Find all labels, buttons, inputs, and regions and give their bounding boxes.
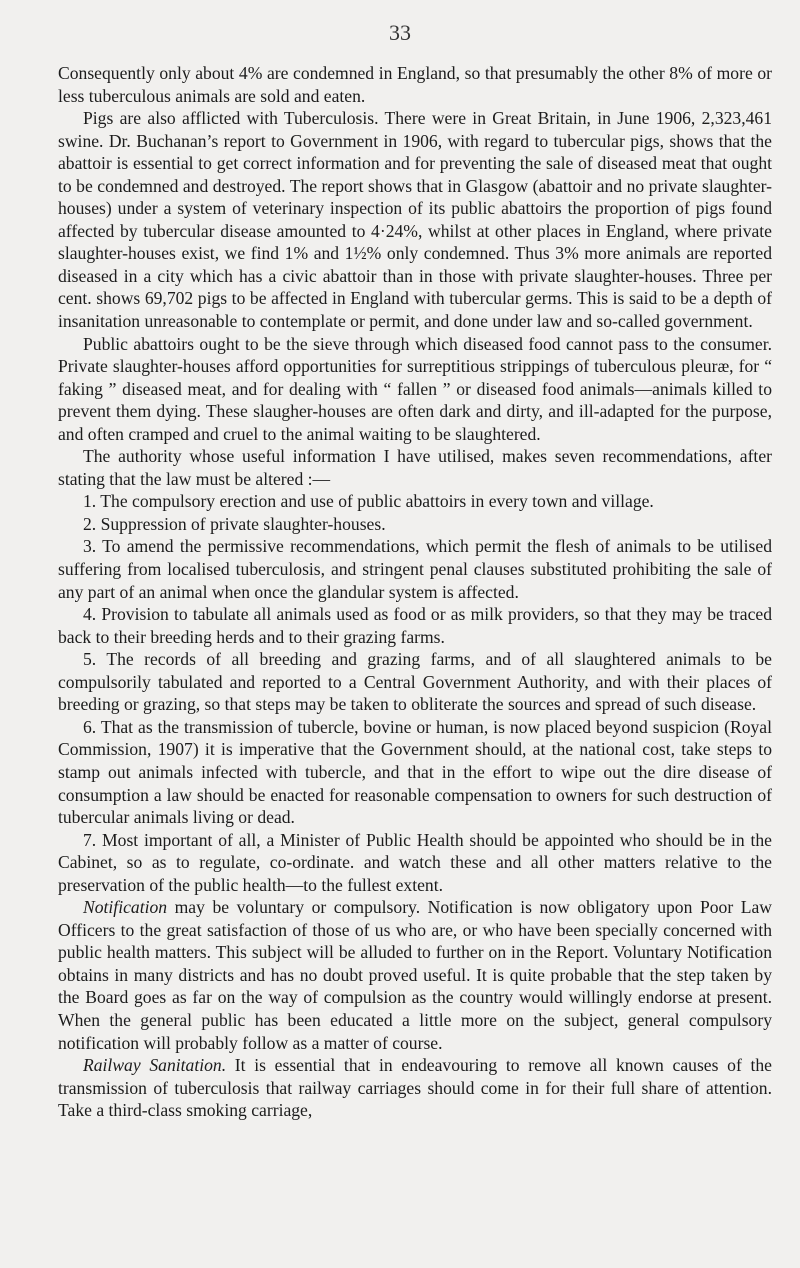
recommendation-6: 6. That as the transmission of tubercle, bovine or human, is now placed beyond suspicion (Royal Commission, 1907) it is imperative that the Government should, at the national cost, take steps to stamp out animals infected with tubercle, and that in the effort to wipe out the dire disease of consumption a law should be enacted for reasonable compensation to owners for such destruction of tubercular animals living or dead. (58, 716, 772, 828)
paragraph-condemned-meat: Consequently only about 4% are condemned in England, so that presumably the other 8% of more or less tuberculous animals are sold and eaten. (58, 63, 772, 106)
recommendation-4: 4. Provision to tabulate all animals used as food or as milk providers, so that they may be traced back to their breeding herds and to their grazing farms. (58, 604, 772, 647)
recommendation-7: 7. Most important of all, a Minister of Public Health should be appointed who should be in the Cabinet, so as to regulate, co-ordinate. and watch these and all other matters relative to the preservation of the public health—to the fullest extent. (58, 829, 772, 895)
railway-text: It is essential that in endeavouring to remove all known causes of the transmission of tuberculosis that railway carriages should come in for their full share of attention. Take a third-class smoking carriage, (58, 1055, 772, 1121)
body-text (58, 62, 772, 1122)
page-number: 33 (389, 20, 411, 45)
railway-heading: Railway Sanitation. (83, 1055, 227, 1076)
paragraph-public-abattoirs: Public abattoirs ought to be the sieve through which diseased food cannot pass to the consumer. Private slaughter-houses afford opportunities for surreptitious strippings of tuberculous pleuræ, for “ faking ” diseased meat, and for dealing with “ fallen ” or diseased food animals—animals killed to prevent them dying. These slaugher-houses are often dark and dirty, and ill-adapted for the purpose, and often cramped and cruel to the animal waiting to be slaughtered. (58, 333, 772, 444)
paragraph-notification (58, 896, 772, 1054)
recommendation-2: 2. Suppression of private slaughter-houses. (83, 513, 386, 534)
recommendation-1: 1. The compulsory erection and use of public abattoirs in every town and village. (83, 491, 654, 512)
paragraph-railway-sanitation (58, 1054, 772, 1122)
notification-text: may be voluntary or compulsory. Notification is now obligatory upon Poor Law Officers to the great satisfaction of those of us who are, or who have been specially concerned with public health matters. This subject will be alluded to further on in the Report. Voluntary Notification obtains in many districts and has no doubt proved useful. It is quite probable that the step taken by the Board goes as far on the way of compulsion as the country would willingly endorse at present. When the general public has been educated a little more on the subject, general compulsory notification will probably follow as a matter of course. (58, 897, 772, 1053)
paragraph-pigs-tuberculosis: Pigs are also afflicted with Tuberculosis. There were in Great Britain, in June 1906, 2,323,461 swine. Dr. Buchanan’s report to Government in 1906, with regard to tubercular pigs, shows that the abattoir is essential to get correct information and for preventing the sale of diseased meat that ought to be condemned and destroyed. The report shows that in Glasgow (abattoir and no private slaughter-houses) under a system of veterinary inspection of its public abattoirs the proportion of pigs found affected by tubercular disease amounted to 4·24%, whilst at other places in England, where private slaughter-houses exist, we find 1% and 1½% only condemned. Thus 3% more animals are reported diseased in a city which has a civic abattoir than in those with private slaughter-houses. Three per cent. shows 69,702 pigs to be affected in England with tubercular germs. This is said to be a depth of insanitation unreasonable to contemplate or permit, and done under law and so-called government. (58, 108, 772, 332)
recommendation-5: 5. The records of all breeding and grazing farms, and of all slaughtered animals to be compulsorily tabulated and reported to a Central Government Authority, and with their places of breeding or grazing, so that steps may be taken to obliterate the sources and spread of such disease. (58, 649, 772, 715)
paragraph-recommendations-intro: The authority whose useful information I have utilised, makes seven recommendations, after stating that the law must be altered :— (58, 446, 772, 489)
recommendation-3: 3. To amend the permissive recommendations, which permit the flesh of animals to be utilised suffering from localised tuberculosis, and stringent penal clauses substituted prohibiting the sale of any part of an animal when once the glandular system is affected. (58, 536, 772, 602)
notification-heading: Notification (83, 897, 168, 918)
